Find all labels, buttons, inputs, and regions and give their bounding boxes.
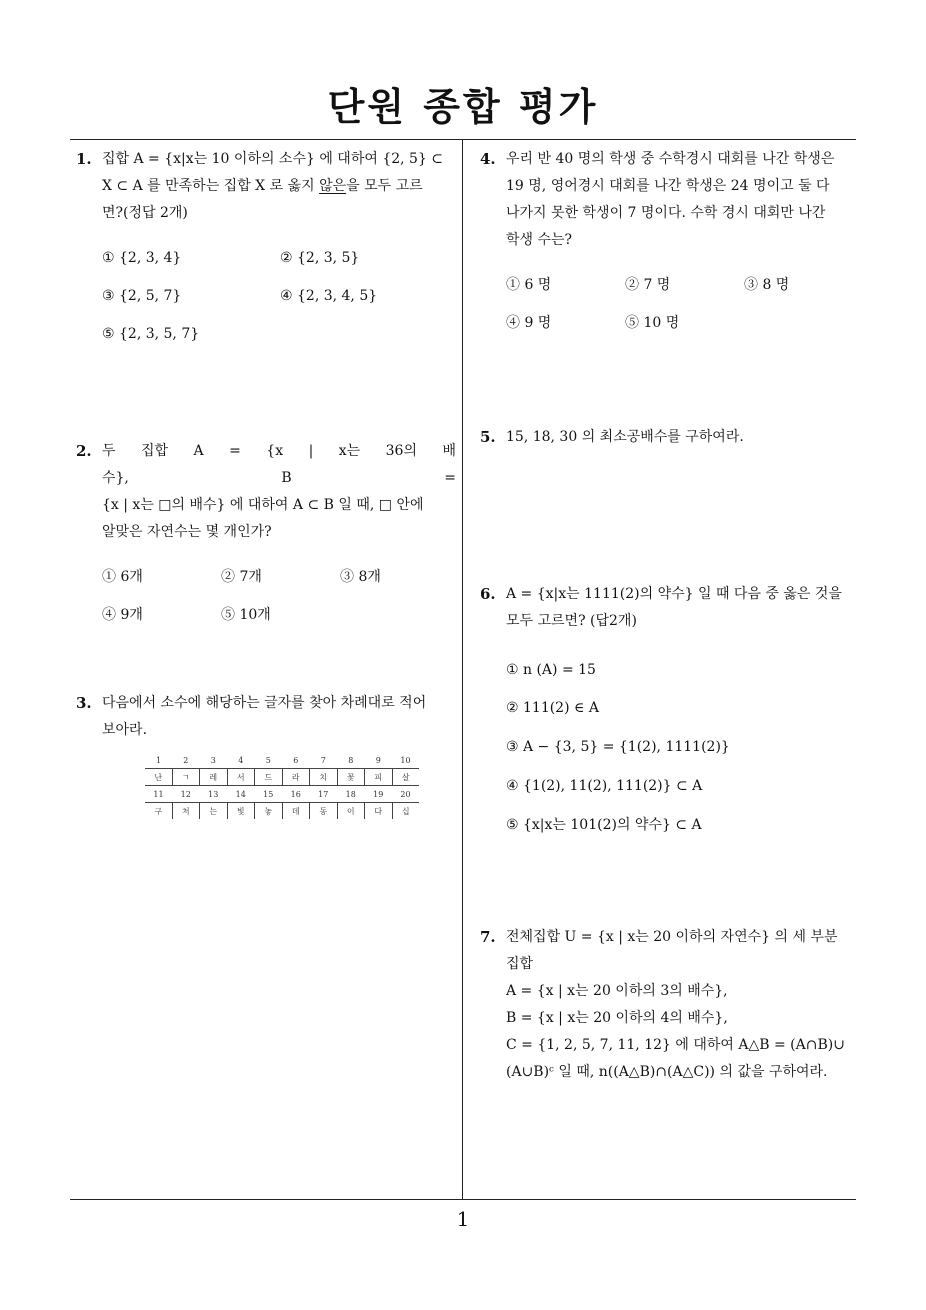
question-number: 5. [480, 428, 496, 446]
question-text: A = {x | x는 20 이하의 3의 배수}, [506, 983, 728, 999]
table-cell: 드 [255, 769, 283, 786]
bottom-divider [70, 1199, 856, 1200]
option-4[interactable]: ④ 9 명 [506, 315, 552, 331]
table-cell: 2 [172, 752, 200, 769]
question-7 [480, 924, 860, 1086]
table-cell: 꽃 [337, 769, 365, 786]
table-cell: 10 [392, 752, 419, 769]
question-number: 3. [76, 694, 92, 712]
column-divider [462, 139, 463, 1199]
question-text: 집합 [506, 956, 534, 972]
question-number: 1. [76, 150, 92, 168]
table-cell: 처 [172, 803, 200, 820]
prime-letter-table [145, 752, 419, 819]
option-2[interactable]: ② 111(2) ∈ A [506, 700, 599, 716]
option-1[interactable]: ① {2, 3, 4} [102, 250, 182, 266]
option-2[interactable]: ② 7 명 [625, 277, 671, 293]
option-5[interactable]: ⑤ 10 명 [625, 315, 680, 331]
table-cell: 데 [282, 803, 310, 820]
table-cell: 20 [392, 786, 419, 803]
question-number: 2. [76, 442, 92, 460]
question-text: 19 명, 영어경시 대회를 나간 학생은 24 명이고 둘 다 [506, 178, 830, 194]
table-cell: 18 [337, 786, 365, 803]
question-text: 학생 수는? [506, 232, 573, 248]
page-title: 단원 종합 평가 [327, 85, 599, 129]
question-text: 다음에서 소수에 해당하는 글자를 찾아 차례대로 적어 [102, 695, 427, 711]
underlined-word: 않은 [319, 178, 347, 194]
table-cell: 19 [365, 786, 393, 803]
question-text: 15, 18, 30 의 최소공배수를 구하여라. [506, 429, 744, 445]
table-cell: 는 [200, 803, 228, 820]
table-cell: 7 [310, 752, 338, 769]
table-cell: 9 [365, 752, 393, 769]
table-cell: 3 [200, 752, 228, 769]
question-number: 6. [480, 585, 496, 603]
table-cell: 라 [282, 769, 310, 786]
question-6 [480, 581, 860, 845]
top-divider [70, 139, 856, 140]
option-5[interactable]: ⑤ 10개 [221, 607, 271, 623]
table-row [145, 752, 419, 769]
question-text: 모두 고르면? (답2개) [506, 613, 637, 629]
table-cell: 다 [365, 803, 393, 820]
option-2[interactable]: ② 7개 [221, 569, 262, 585]
table-cell: 이 [337, 803, 365, 820]
question-text: B = {x | x는 20 이하의 4의 배수}, [506, 1010, 728, 1026]
question-number: 4. [480, 150, 496, 168]
option-3[interactable]: ③ 8 명 [744, 277, 790, 293]
question-text: X ⊂ A 를 만족하는 집합 X 로 옳지 않은을 모두 고르 [102, 178, 423, 194]
question-1 [76, 146, 456, 357]
table-cell: 14 [227, 786, 255, 803]
table-cell: 치 [310, 769, 338, 786]
table-cell: 십 [401, 806, 410, 816]
table-cell: 빛 [227, 803, 255, 820]
table-cell: 13 [200, 786, 228, 803]
option-4[interactable]: ④ {1(2), 11(2), 111(2)} ⊂ A [506, 778, 703, 794]
table-cell: 12 [172, 786, 200, 803]
question-text: (A∪B)ᶜ 일 때, n((A△B)∩(A△C)) 의 값을 구하여라. [506, 1064, 828, 1080]
question-text: 나가지 못한 학생이 7 명이다. 수학 경시 대회만 나간 [506, 205, 826, 221]
table-cell: 구 [145, 803, 172, 820]
option-3[interactable]: ③ A − {3, 5} = {1(2), 1111(2)} [506, 739, 730, 755]
option-1[interactable]: ① 6개 [102, 569, 143, 585]
table-cell: ㄱ [172, 769, 200, 786]
table-cell: 16 [282, 786, 310, 803]
table-cell: 동 [310, 803, 338, 820]
option-1[interactable]: ① n (A) = 15 [506, 662, 596, 678]
question-text: {x | x는 □의 배수} 에 대하여 A ⊂ B 일 때, □ 안에 [102, 497, 424, 513]
table-row [145, 786, 419, 803]
option-2[interactable]: ② {2, 3, 5} [280, 250, 360, 266]
table-cell: 레 [200, 769, 228, 786]
page-number: 1 [456, 1207, 470, 1231]
option-3[interactable]: ③ 8개 [340, 569, 381, 585]
question-text: 전체집합 U = {x | x는 20 이하의 자연수} 의 세 부분 [506, 929, 838, 945]
question-text: 알맞은 자연수는 몇 개인가? [102, 524, 272, 540]
table-cell: 11 [145, 786, 172, 803]
table-cell: 6 [282, 752, 310, 769]
table-cell: 피 [365, 769, 393, 786]
table-cell: 놓 [255, 803, 283, 820]
question-text: A = {x|x는 1111(2)의 약수} 일 때 다음 중 옳은 것을 [506, 586, 842, 602]
table-cell: 난 [145, 769, 172, 786]
table-cell: 4 [227, 752, 255, 769]
question-text: 두 집합 A = {x | x는 36의 배수}, B = [102, 443, 456, 486]
table-cell: 15 [255, 786, 283, 803]
table-cell: 17 [310, 786, 338, 803]
option-4[interactable]: ④ 9개 [102, 607, 143, 623]
table-row [145, 769, 419, 786]
question-number: 7. [480, 928, 496, 946]
option-3[interactable]: ③ {2, 5, 7} [102, 288, 182, 304]
question-text: 집합 A = {x|x는 10 이하의 소수} 에 대하여 {2, 5} ⊂ [102, 151, 444, 167]
table-cell: 살 [392, 769, 419, 786]
table-cell: 5 [255, 752, 283, 769]
option-5[interactable]: ⑤ {x|x는 101(2)의 약수} ⊂ A [506, 817, 702, 833]
question-text: C = {1, 2, 5, 7, 11, 12} 에 대하여 A△B = (A∩B)∪ [506, 1037, 845, 1053]
table-cell: 서 [227, 769, 255, 786]
question-text: 우리 반 40 명의 학생 중 수학경시 대회를 나간 학생은 [506, 151, 835, 167]
question-4 [480, 146, 860, 354]
question-5 [480, 424, 860, 451]
question-text: 보아라. [102, 722, 148, 738]
option-1[interactable]: ① 6 명 [506, 277, 552, 293]
option-5[interactable]: ⑤ {2, 3, 5, 7} [102, 326, 200, 342]
question-3 [76, 690, 456, 744]
question-text: 면?(정답 2개) [102, 205, 188, 221]
table-row [145, 803, 419, 820]
option-4[interactable]: ④ {2, 3, 4, 5} [280, 288, 378, 304]
table-cell: 8 [337, 752, 365, 769]
question-2 [76, 438, 456, 646]
table-cell: 1 [145, 752, 172, 769]
